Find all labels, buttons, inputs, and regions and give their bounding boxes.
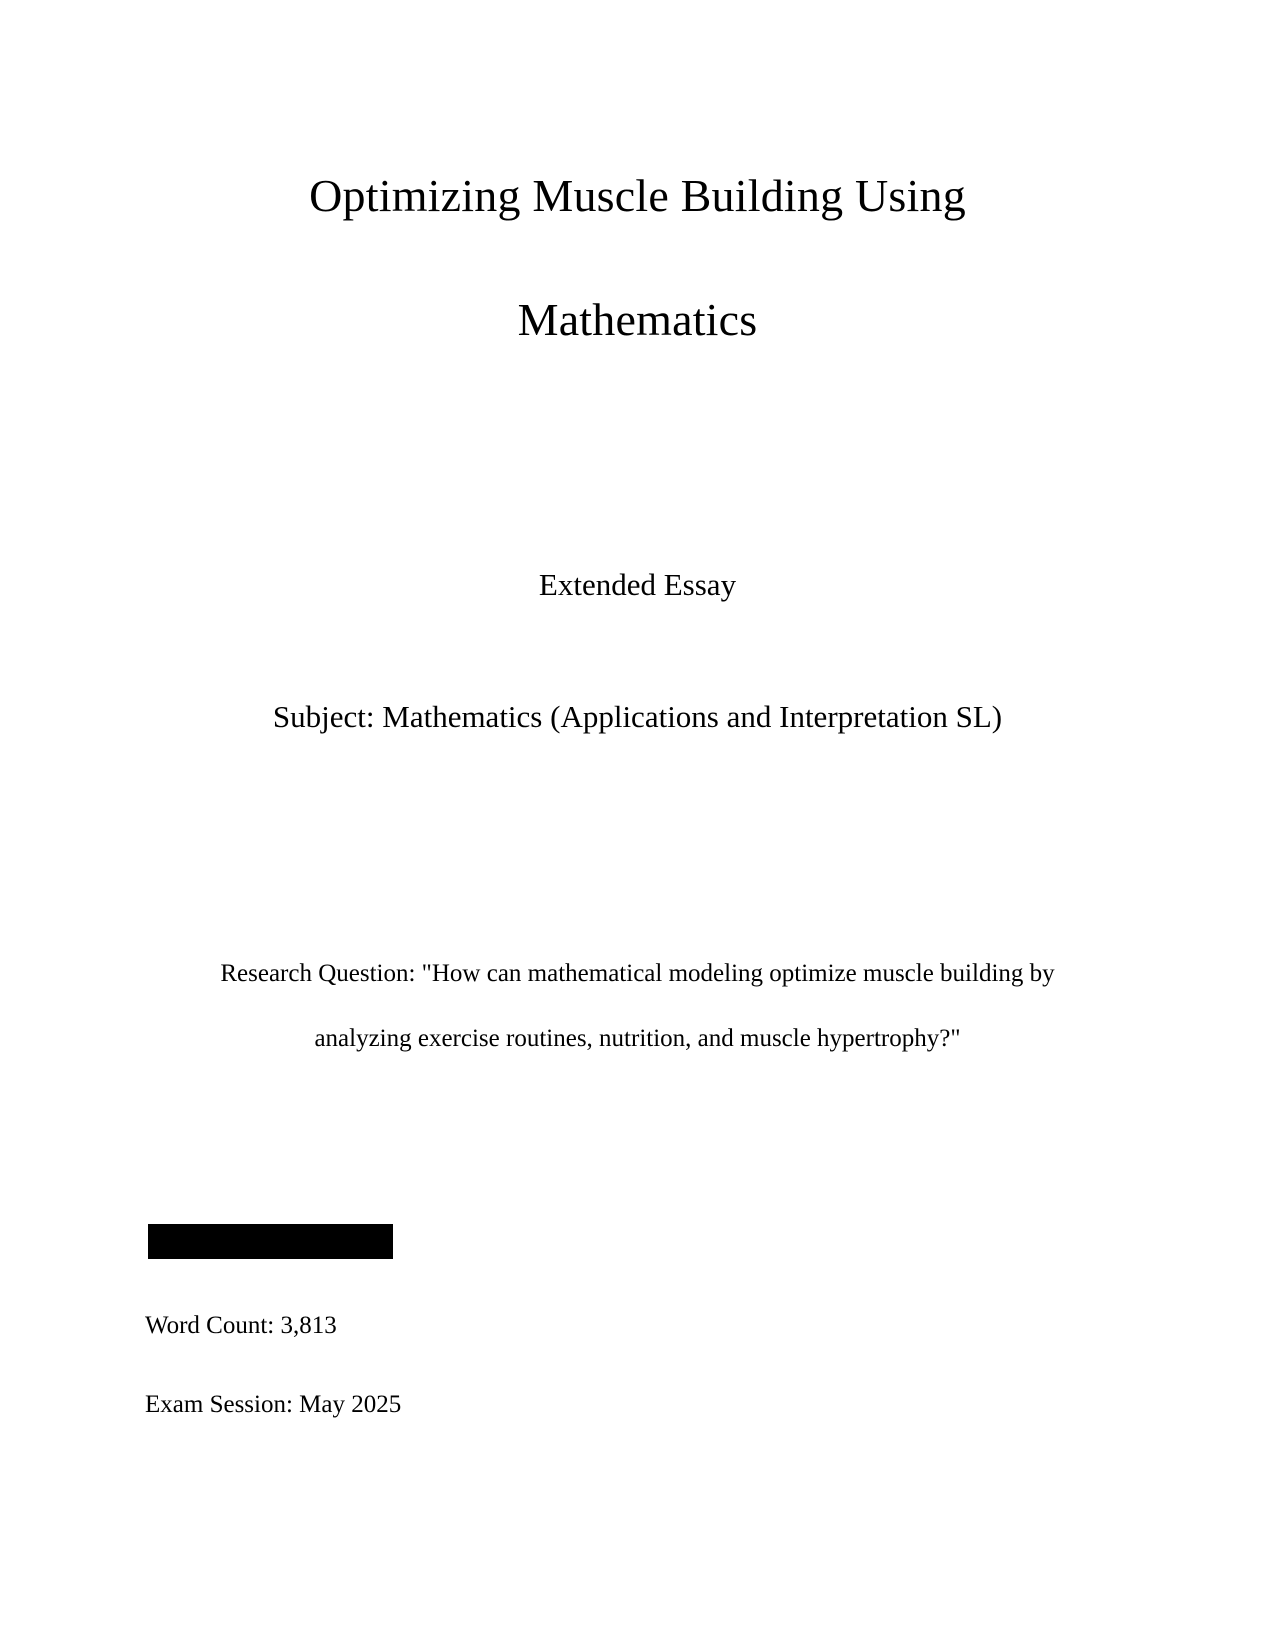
research-question-line-1: Research Question: "How can mathematical modeling optimize muscle building by bbox=[220, 960, 1055, 987]
page-title-line-1: Optimizing Muscle Building Using bbox=[309, 170, 966, 221]
page-title-line-2: Mathematics bbox=[517, 294, 758, 345]
word-count-label: Word Count: 3,813 bbox=[145, 1312, 337, 1339]
page-title bbox=[0, 134, 1275, 382]
document-type-label: Extended Essay bbox=[538, 567, 737, 602]
research-question bbox=[120, 941, 1155, 1071]
research-question-line-2: analyzing exercise routines, nutrition, and muscle hypertrophy?" bbox=[314, 1025, 961, 1052]
redaction-bar bbox=[148, 1224, 393, 1259]
exam-session-label: Exam Session: May 2025 bbox=[145, 1391, 402, 1418]
document-metadata bbox=[145, 1306, 401, 1425]
subject-label: Subject: Mathematics (Applications and Interpretation SL) bbox=[272, 699, 1003, 734]
